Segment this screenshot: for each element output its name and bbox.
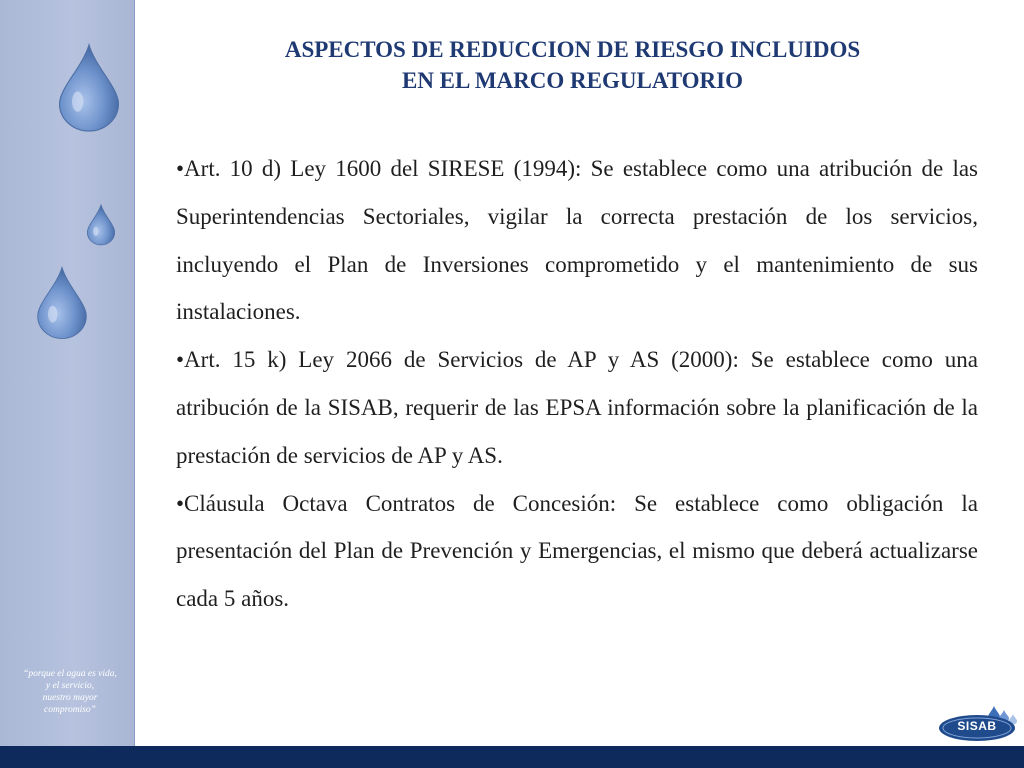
motto-line: nuestro mayor	[42, 693, 98, 703]
water-drop-icon	[34, 265, 90, 341]
motto-line: “porque el agua es vida,	[23, 669, 117, 679]
slide-title	[190, 34, 955, 96]
bullet-paragraph: •Art. 10 d) Ley 1600 del SIRESE (1994): Se establece como una atribución de las Superintendencias Sectoriales, vigilar la correcta prestación de los servicios, incluyendo el Plan de Inversiones comprometido y el mantenimiento de sus instalaciones.	[176, 156, 978, 325]
motto	[12, 668, 128, 716]
logo-text: SISAB	[957, 719, 997, 733]
slide-body	[176, 145, 978, 623]
water-drop-icon	[55, 42, 123, 134]
motto-line: y el servicio,	[45, 681, 95, 691]
footer-bar	[0, 746, 1024, 768]
bullet-paragraph: •Art. 15 k) Ley 2066 de Servicios de AP y AS (2000): Se establece como una atribución de la SISAB, requerir de las EPSA información sobre la planificación de la prestación de servicios de AP y AS.	[176, 347, 978, 468]
slide-title-line: EN EL MARCO REGULATORIO	[401, 68, 743, 93]
water-drop-icon	[85, 204, 117, 246]
motto-line: compromiso”	[44, 705, 96, 715]
sidebar	[0, 0, 135, 746]
bullet-paragraph: •Cláusula Octava Contratos de Concesión: Se establece como obligación la presentación del Plan de Prevención y Emergencias, el mismo que deberá actualizarse cada 5 años.	[176, 490, 978, 612]
slide-title-line: ASPECTOS DE REDUCCION DE RIESGO INCLUIDOS	[284, 37, 861, 62]
sisab-logo	[938, 704, 1022, 744]
